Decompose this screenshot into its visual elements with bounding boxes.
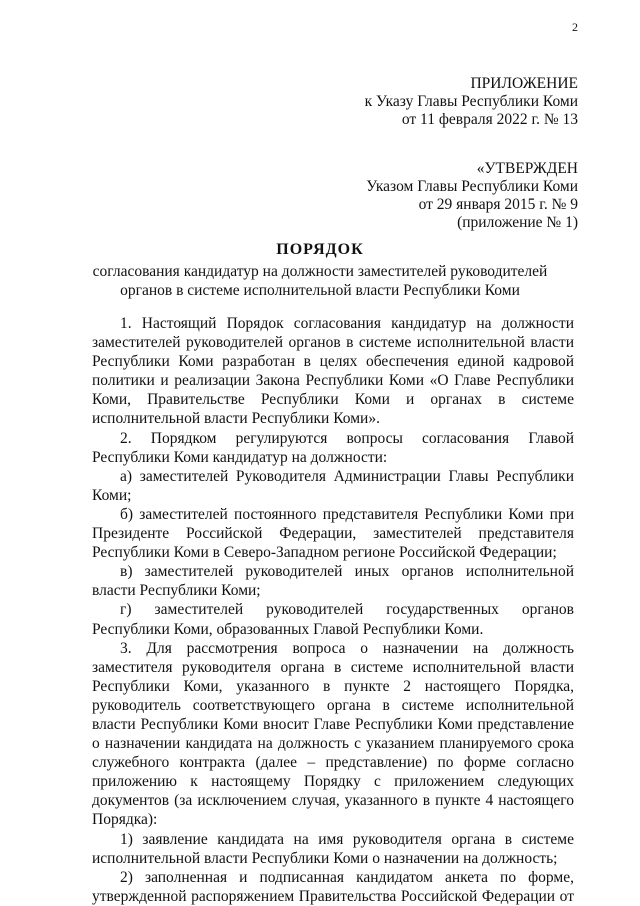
document-title: ПОРЯДОК [276,241,364,258]
paragraph-3-1: 1) заявление кандидата на имя руководителя органа в системе исполнительной власти Республики Коми о назначении на должность; [92,830,574,867]
document-body [92,314,574,906]
appendix-line-1: ПРИЛОЖЕНИЕ [470,75,578,92]
page-number: 2 [572,20,578,34]
appendix-line-2: к Указу Главы Республики Коми [364,93,578,110]
paragraph-3-2: 2) заполненная и подписанная кандидатом анкета по форме, утвержденной распоряжением Правительства Российской Федерации от [92,868,574,905]
paragraph-1: 1. Настоящий Порядок согласования кандидатур на должности заместителей руководителей органов в системе исполнительной власти Республики Коми разработан в целях обеспечения единой кадровой политики и реализации Закона Республики Коми «О Главе Республики Коми, Правительстве Республики Коми и органах в системе исполнительной власти Республики Коми». [92,315,574,428]
approved-line-3: от 29 января 2015 г. № 9 [418,196,578,213]
subtitle-line-1: согласования кандидатур на должности заместителей руководителей [92,263,548,280]
paragraph-2: 2. Порядком регулируются вопросы согласования Главой Республики Коми кандидатур на должности: [92,429,574,466]
approved-line-4: (приложение № 1) [457,214,578,231]
paragraph-2c: в) заместителей руководителей иных органов исполнительной власти Республики Коми; [92,563,574,600]
approved-line-2: Указом Главы Республики Коми [366,178,578,195]
subtitle-line-2: органов в системе исполнительной власти Республики Коми [120,282,520,299]
appendix-block [365,75,578,129]
paragraph-2d: г) заместителей руководителей государственных органов Республики Коми, образованных Главой Республики Коми. [92,601,574,638]
paragraph-3: 3. Для рассмотрения вопроса о назначении на должность заместителя руководителя органа в системе исполнительной власти Республики Коми, указанного в пункте 2 настоящего Порядка, руководитель соответствующего органа в системе исполнительной власти Республики Коми вносит Главе Республики Коми представление о назначении кандидата на должность с указанием планируемого срока служебного контракта (далее – представление) по форме согласно приложению к настоящему Порядку с приложением следующих документов (за исключением случая, указанного в пункте 4 настоящего Порядка): [92,639,574,829]
paragraph-2a: а) заместителей Руководителя Администрации Главы Республики Коми; [92,467,574,504]
appendix-line-3: от 11 февраля 2022 г. № 13 [401,111,578,128]
approved-line-1: «УТВЕРЖДЕН [476,160,578,177]
document-subtitle [0,262,640,300]
paragraph-2b: б) заместителей постоянного представителя Республики Коми при Президенте Российской Федерации, заместителей представителя Республики Коми в Северо-Западном регионе Российской Федерации; [92,505,574,562]
approved-block [366,160,578,232]
